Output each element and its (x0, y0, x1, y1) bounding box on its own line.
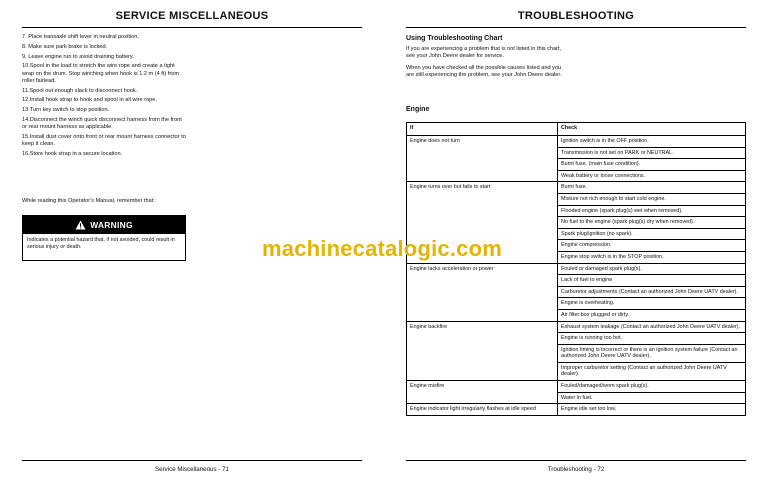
check-item: Engine is running too hot. (558, 333, 745, 345)
symptom-cell: Engine indicator light irregularly flashes at idle speed (407, 404, 558, 416)
check-item: Spark plug/ignition (no spark). (558, 229, 745, 241)
table-row (407, 321, 746, 381)
check-item: No fuel to the engine (spark plug(s) dry when removed). (558, 217, 745, 229)
watermark: machinecatalogic.com (262, 236, 502, 261)
intro-paragraph-1: If you are experiencing a problem that is not listed in this chart, see your John Deere dealer for service. (406, 46, 562, 60)
checks-cell (558, 381, 746, 404)
checks-cell (558, 404, 746, 416)
warning-box (22, 215, 186, 261)
check-item: Burnt fuse. (main fuse condition). (558, 159, 745, 171)
symptom-cell: Engine does not turn (407, 136, 558, 182)
check-item: Ignition timing is incorrect or there is an ignition system failure (Contact an authorized John Deere UATV dealer). (558, 345, 745, 363)
check-item: Engine compression. (558, 240, 745, 252)
check-item: Water in fuel. (561, 394, 593, 401)
right-page-footer: Troubleshooting - 72 (406, 460, 746, 473)
check-item: Air filter box plugged or dirty. (561, 311, 630, 318)
step-item: 9. Leave engine run to avoid draining battery. (22, 53, 134, 60)
warning-triangle-icon (75, 220, 86, 230)
checks-cell (558, 136, 746, 182)
winch-steps-list (22, 34, 188, 161)
check-item: Ignition switch is in the OFF position. (558, 136, 745, 148)
check-item: Fouled/damaged/worn spark plug(s). (558, 381, 745, 393)
right-page-header: TROUBLESHOOTING (406, 10, 746, 28)
symptom-cell: Engine lacks acceleration or power (407, 263, 558, 321)
left-page-header: SERVICE MISCELLANEOUS (22, 10, 362, 28)
check-item: Improper carburetor setting (Contact an authorized John Deere UATV dealer). (561, 364, 727, 378)
warning-label: WARNING (90, 220, 133, 230)
check-item: Transmission is not set on PARK or NEUTRAL. (558, 148, 745, 160)
check-item: Fouled or damaged spark plug(s). (558, 264, 745, 276)
check-item: Flooded engine (spark plug(s) wet when removed). (558, 206, 745, 218)
step-item: 11.Spool out enough slack to disconnect hook. (22, 87, 138, 94)
check-item: Mixture not rich enough to start cold engine. (558, 194, 745, 206)
left-page-footer: Service Miscellaneous - 71 (22, 460, 362, 473)
check-item: Engine idle set too low. (561, 406, 617, 413)
checks-cell (558, 182, 746, 263)
table-row (407, 381, 746, 404)
step-item: 14.Disconnect the winch quick disconnect harness from the front or rear mount harness as applicable. (22, 116, 182, 131)
step-item: 16.Store hook strap in a secure location. (22, 150, 123, 157)
check-item: Exhaust system leakage (Contact an authorized John Deere UATV dealer). (558, 322, 745, 334)
checks-cell (558, 263, 746, 321)
table-row (407, 404, 746, 416)
intro-paragraph-2: When you have checked all the possible causes listed and you are still experiencing the problem, see your John Deere dealer. (406, 65, 562, 79)
checks-cell (558, 321, 746, 381)
step-item: 10.Spool in the load to stretch the wire rope and create a tight wrap on the drum. Stop winching when hook is 1.2 m (4 ft) from roller fairlead. (22, 63, 180, 84)
table-header-row (407, 123, 746, 136)
col-header-check: Check (558, 123, 746, 136)
step-item: 12.Install hook strap to hook and spool in all wire rope. (22, 97, 157, 104)
check-item: Engine stop switch is in the STOP position. (561, 253, 664, 260)
check-item: Engine is overheating. (558, 298, 745, 310)
troubleshooting-table (406, 122, 746, 416)
symptom-cell: Engine backfire (407, 321, 558, 381)
check-item: Carburetor adjustments (Contact an authorized John Deere UATV dealer). (558, 287, 745, 299)
manual-note: While reading this Operator's Manual, remember that: (22, 198, 155, 204)
warning-header (23, 216, 185, 234)
table-row (407, 263, 746, 321)
step-item: 8. Make sure park brake is locked. (22, 43, 108, 50)
check-item: Lack of fuel to engine (558, 275, 745, 287)
symptom-cell: Engine turns over but fails to start (407, 182, 558, 263)
symptom-cell: Engine misfire (407, 381, 558, 404)
check-item: Burnt fuse. (558, 182, 745, 194)
step-item: 7. Place transaxle shift lever in neutral position. (22, 34, 139, 40)
step-item: 15.Install dust cover onto front or rear mount harness connector to keep it clean. (22, 133, 186, 148)
warning-text: Indicates a potential hazard that, if not avoided, could result in serious injury or death. (27, 237, 175, 250)
table-row (407, 136, 746, 182)
step-item: 13.Turn key switch to stop position. (22, 107, 110, 114)
col-header-if: If (407, 123, 558, 136)
check-item: Weak battery or loose connections. (561, 172, 646, 179)
engine-section-title: Engine (406, 106, 430, 113)
chart-title: Using Troubleshooting Chart (406, 35, 503, 42)
